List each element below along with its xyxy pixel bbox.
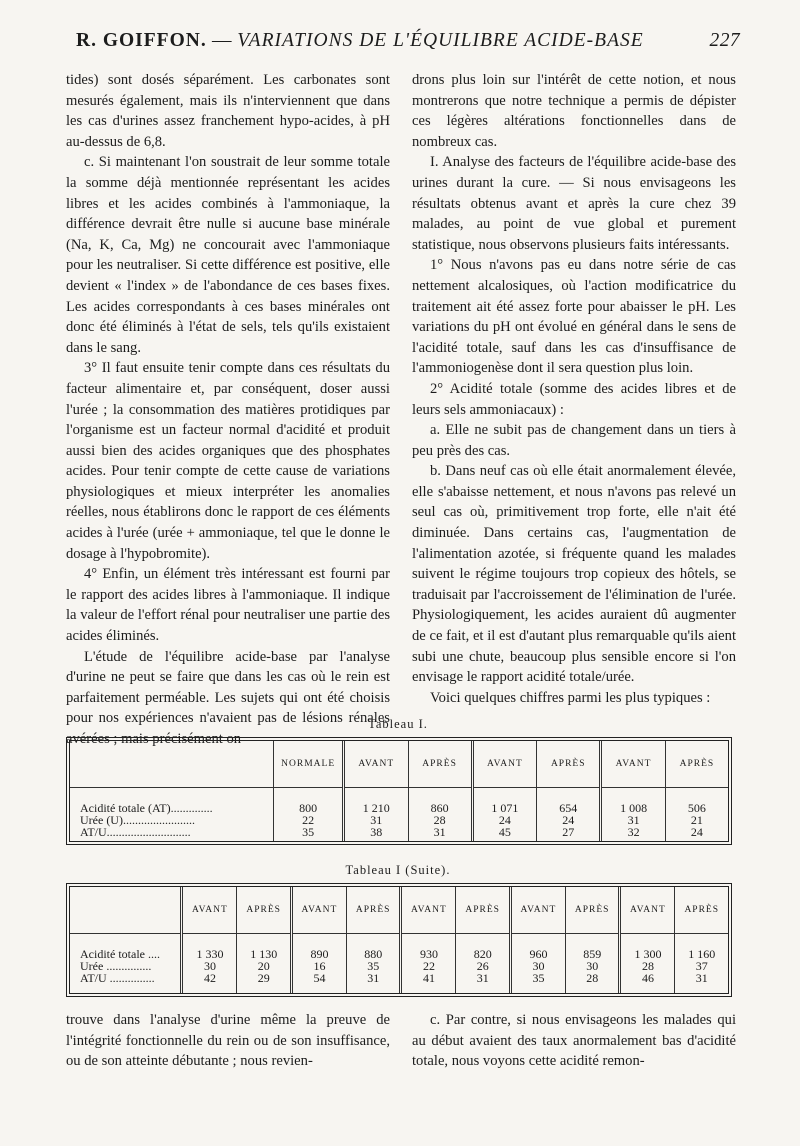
cell-value: 35 (302, 825, 315, 839)
cell-value: 31 (627, 813, 640, 827)
header-blank-cell (70, 887, 182, 934)
cell-value: 1 210 (362, 801, 390, 815)
cell-value: 45 (498, 825, 511, 839)
column-header: AVANT (344, 741, 409, 788)
cell-value: 654 (559, 801, 578, 815)
table-1 (66, 737, 732, 845)
cell-value: 1 330 (196, 947, 224, 961)
article-title: VARIATIONS DE L'ÉQUILIBRE ACIDE-BASE (237, 30, 644, 51)
cell-value: 30 (203, 959, 216, 973)
cell-value: 1 130 (250, 947, 278, 961)
cell-value: 960 (529, 947, 548, 961)
paragraph: Voici quelques chiffres parmi les plus typiques : (430, 689, 711, 706)
table-2 (66, 883, 732, 997)
data-column-cell (620, 934, 675, 994)
column-header: APRÈS (456, 887, 510, 934)
left-column (66, 70, 390, 750)
data-column-cell (665, 788, 728, 842)
data-column-cell (537, 788, 601, 842)
cell-value: 28 (641, 959, 654, 973)
column-header: APRÈS (237, 887, 291, 934)
cell-value: 37 (695, 959, 708, 973)
data-column-cell (510, 934, 565, 994)
data-column-cell (408, 788, 472, 842)
cell-value: 1 071 (491, 801, 519, 815)
table-body-row (70, 788, 728, 842)
row-label: Urée (U)........................ (80, 813, 195, 827)
header-dash: — (212, 30, 232, 51)
cell-value: 42 (203, 971, 216, 985)
data-column-cell (675, 934, 728, 994)
cell-value: 32 (627, 825, 640, 839)
cell-value: 890 (310, 947, 329, 961)
column-header: APRÈS (665, 741, 728, 788)
cell-value: 20 (257, 959, 270, 973)
paragraph: c. Si maintenant l'on soustrait de leur somme totale la somme déjà mentionnée représentant les acides libres et les acides combinés à l'ammoniaque, la différence devrait être nulle si aucune base minérale (Na, K, Ca, Mg) ne concourait avec l'ammoniaque pour les neutraliser. Si cette différence est positive, elle devient « l'index » de l'abondance de ces bases fixes. Les acides correspondants à ces bases minérales ont donc été éliminés à l'état de sels, tels qu'ils existaient dans le sang. (66, 154, 390, 356)
row-labels-cell (70, 788, 274, 842)
cell-value: 880 (364, 947, 383, 961)
right-column (412, 70, 736, 708)
column-header: AVANT (401, 887, 456, 934)
cell-value: 41 (422, 971, 435, 985)
cell-value: 1 008 (620, 801, 648, 815)
cell-value: 27 (562, 825, 575, 839)
column-header: AVANT (601, 741, 666, 788)
cell-value: 54 (313, 971, 326, 985)
table-caption: Tableau I. (368, 717, 428, 731)
table-caption: Tableau I (Suite). (345, 863, 451, 877)
data-column-cell (601, 788, 666, 842)
header-blank-cell (70, 741, 274, 788)
cell-value: 930 (419, 947, 438, 961)
row-label: Acidité totale (AT).............. (80, 801, 213, 815)
data-column-cell (472, 788, 537, 842)
paragraph: 1° Nous n'avons pas eu dans notre série de cas nettement alcalosiques, où l'action modificatrice du traitement ait été assez forte pour abaisser le pH. Les variations du pH ont évolué en général dans le sens de l'acidité totale, sauf dans les cas d'insuffisance de l'ammoniogenèse dont il sera question plus loin. (412, 257, 736, 377)
column-header: AVANT (620, 887, 675, 934)
cell-value: 21 (690, 813, 703, 827)
cell-value: 31 (476, 971, 489, 985)
page-number: 227 (709, 30, 740, 51)
column-header: AVANT (291, 887, 346, 934)
cell-value: 29 (257, 971, 270, 985)
column-header: AVANT (182, 887, 237, 934)
paragraph: 3° Il faut ensuite tenir compte dans ces résultats du facteur alimentaire et, par conséquent, doser aussi l'urée ; la consommation des matières protidiques par l'organisme est un facteur normal d'acidité et produit aussi bien des acides organiques que des phosphates acides. Pour tenir compte de cette cause de variations physiologiques et mieux interpréter les anomalies réelles, nous établirons donc le rapport de ces éléments acides à l'urée (urée + ammoniaque, tel que le donne le dosage à l'hypobromite). (66, 360, 390, 562)
author-name: R. GOIFFON. (76, 30, 207, 51)
bottom-right-column (412, 1010, 736, 1072)
paragraph: trouve dans l'analyse d'urine même la preuve de l'intégrité fonctionnelle du rein ou de son insuffisance, ou de son atteinte débutante ; nous revien- (66, 1012, 390, 1070)
data-column-cell (291, 934, 346, 994)
paragraph: c. Par contre, si nous envisageons les malades qui au début avaient des taux anormalement bas d'acidité totale, nous voyons cette acidité remon- (412, 1012, 736, 1070)
cell-value: 22 (302, 813, 315, 827)
data-column-cell (401, 934, 456, 994)
column-header: APRÈS (408, 741, 472, 788)
running-head (76, 30, 740, 52)
cell-value: 1 300 (634, 947, 662, 961)
cell-value: 31 (695, 971, 708, 985)
cell-value: 26 (476, 959, 489, 973)
paragraph: 4° Enfin, un élément très intéressant est fourni par le rapport des acides libres à l'ammoniaque. Il indique la valeur de l'effort rénal pour neutraliser une partie des acides éliminés. (66, 566, 390, 645)
column-header: NORMALE (274, 741, 344, 788)
cell-value: 35 (532, 971, 545, 985)
row-label: AT/U............................ (80, 825, 191, 839)
bottom-left-column (66, 1010, 390, 1072)
paragraph: 2° Acidité totale (somme des acides libres et de leurs sels ammoniacaux) : (412, 380, 736, 418)
table-header-row (70, 887, 728, 934)
cell-value: 859 (583, 947, 602, 961)
row-labels-cell (70, 934, 182, 994)
cell-value: 46 (641, 971, 654, 985)
cell-value: 22 (422, 959, 435, 973)
section-heading-paragraph: I. Analyse des facteurs de l'équilibre acide-base des urines durant la cure. — Si nous envisageons les résultats obtenus avant et après la cure chez 39 malades, au point de vue global et purement statistique, nous observons plusieurs faits intéressants. (412, 154, 736, 253)
data-column-cell (182, 934, 237, 994)
row-label: Urée ............... (80, 959, 152, 973)
cell-value: 31 (367, 971, 380, 985)
paragraph: L'étude de l'équilibre acide-base par l'analyse d'urine ne peut se faire que dans les cas où le rein est parfaitement perméable. Les sujets qui ont été choisis pour nos expériences n'avaient pas de lésions rénales avérées ; mais précisément on (66, 648, 390, 747)
cell-value: 24 (690, 825, 703, 839)
column-header: AVANT (472, 741, 537, 788)
row-label: AT/U ............... (80, 971, 155, 985)
column-header: APRÈS (537, 741, 601, 788)
cell-value: 24 (562, 813, 575, 827)
table-body-row (70, 934, 728, 994)
data-column-cell (237, 934, 291, 994)
cell-value: 30 (586, 959, 599, 973)
cell-value: 800 (299, 801, 318, 815)
cell-value: 38 (370, 825, 383, 839)
cell-value: 28 (586, 971, 599, 985)
table-header-row (70, 741, 728, 788)
column-header: AVANT (510, 887, 565, 934)
cell-value: 35 (367, 959, 380, 973)
cell-value: 506 (687, 801, 706, 815)
paragraph: a. Elle ne subit pas de changement dans un tiers à peu près des cas. (412, 422, 736, 459)
paragraph: drons plus loin sur l'intérêt de cette notion, et nous montrerons que notre technique a permis de dépister ces légères altérations fonctionnelles dans de nombreux cas. (412, 72, 736, 150)
data-column-cell (565, 934, 619, 994)
column-header: APRÈS (675, 887, 728, 934)
cell-value: 16 (313, 959, 326, 973)
cell-value: 860 (430, 801, 449, 815)
row-label: Acidité totale .... (80, 947, 160, 961)
data-column-cell (346, 934, 400, 994)
cell-value: 24 (498, 813, 511, 827)
cell-value: 820 (473, 947, 492, 961)
data-column-cell (274, 788, 344, 842)
cell-value: 1 160 (688, 947, 716, 961)
cell-value: 31 (433, 825, 446, 839)
cell-value: 31 (370, 813, 383, 827)
column-header: APRÈS (346, 887, 400, 934)
data-column-cell (344, 788, 409, 842)
data-column-cell (456, 934, 510, 994)
paragraph: tides) sont dosés séparément. Les carbonates sont mesurés également, mais ils n'interviennent que dans les cas d'urines assez franchement hypo-acides, à pH au-dessus de 6,8. (66, 72, 390, 150)
paragraph: b. Dans neuf cas où elle était anormalement élevée, elle s'abaisse nettement, et nous n'avons pas relevé un seul cas où, primitivement trop forte, elle n'ait été diminuée. Dans certains cas, l'augmentation de l'alimentation azotée, si fréquente quand les malades suivent le régime toujours trop copieux des hôtels, se traduisait par l'accroissement de l'élimination de l'urée. Physiologiquement, les acides auraient dû augmenter de ce fait, et il est d'autant plus remarquable qu'ils aient subi une chute, beaucoup plus sensible encore si l'on envisage le rapport acidité totale/urée. (412, 463, 736, 686)
column-header: APRÈS (565, 887, 619, 934)
cell-value: 30 (532, 959, 545, 973)
cell-value: 28 (433, 813, 446, 827)
